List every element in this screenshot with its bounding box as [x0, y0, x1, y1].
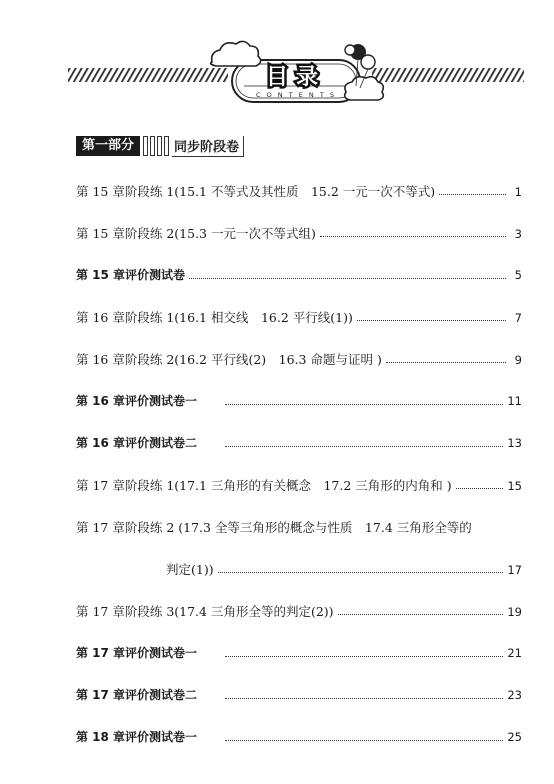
contents-subtitle: C O N T E N T S	[255, 91, 337, 99]
balloon-icon-light	[361, 55, 375, 69]
hatch-stripe-right	[372, 68, 524, 82]
toc-entry[interactable]: 第 15 章阶段练 1(15.1 不等式及其性质 15.2 一元一次不等式) 1	[76, 184, 522, 199]
toc-entry[interactable]: 第 15 章阶段练 2(15.3 一元一次不等式组) 3	[76, 226, 522, 241]
part-title: 同步阶段卷	[172, 136, 244, 157]
contents-header	[0, 0, 554, 130]
toc-entry[interactable]: 第 15 章评价测试卷 5	[76, 268, 522, 282]
hatch-stripe-left	[68, 68, 228, 82]
toc-entry[interactable]: 第 16 章评价测试卷一 11	[76, 394, 522, 408]
toc-entry[interactable]: 第 16 章阶段练 1(16.1 相交线 16.2 平行线(1)) 7	[76, 310, 522, 325]
part-label: 第一部分	[76, 136, 140, 156]
toc-entry[interactable]: 第 17 章评价测试卷二 23	[76, 688, 522, 702]
balloon-icon-small	[345, 45, 355, 55]
toc-entry[interactable]: 第 16 章评价测试卷二 13	[76, 436, 522, 450]
toc-entry[interactable]: 第 16 章阶段练 2(16.2 平行线(2) 16.3 命题与证明 ) 9	[76, 352, 522, 367]
toc-entry[interactable]: 第 18 章评价测试卷一 25	[76, 730, 522, 744]
contents-title: 目录	[265, 65, 327, 90]
section-heading	[76, 136, 244, 156]
toc-entry[interactable]: 第 17 章阶段练 1(17.1 三角形的有关概念 17.2 三角形的内角和 ) 15	[76, 478, 522, 493]
separator-bars-icon	[143, 136, 169, 156]
cloud-icon-left	[211, 41, 261, 66]
toc-entry-continued[interactable]: 判定(1)) 17	[166, 562, 522, 577]
toc-entry[interactable]: 第 17 章评价测试卷一 21	[76, 646, 522, 660]
toc-entry[interactable]: 第 17 章阶段练 3(17.4 三角形全等的判定(2)) 19	[76, 604, 522, 619]
toc-entry[interactable]: 第 17 章阶段练 2 (17.3 全等三角形的概念与性质 17.4 三角形全等的	[76, 520, 472, 535]
